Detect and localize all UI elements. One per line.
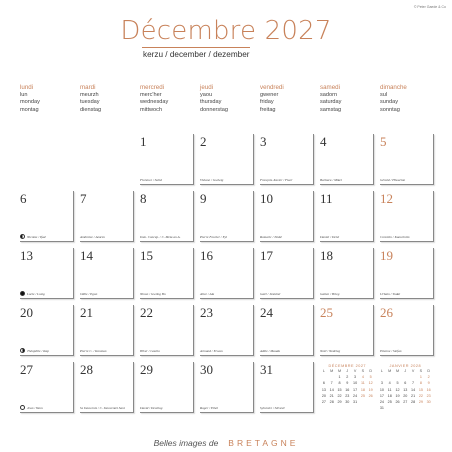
mini-calendar-day: 9 [427,381,430,386]
saint-name [320,178,342,182]
weekday-header [80,84,138,114]
saint-text: Ss Innocents / C. Innocentet Sant [80,406,125,410]
mini-calendar-day: 23 [345,393,350,398]
saint-text: Barbara / Mikel [320,178,342,182]
saint-text: Imm. Concep. / C. Meta an A. [140,235,181,239]
mini-calendar-day: 24 [353,393,358,398]
day-cell [200,191,254,242]
weekday-header [260,84,318,114]
mini-calendar-day [425,405,433,411]
weekday-header [380,84,438,114]
weekday-label-l1: sul [380,91,388,98]
mini-calendar-day: 6 [404,381,407,386]
saint-text: Ambroise / Azuren [80,235,105,239]
day-number: 18 [320,248,333,263]
saint-text: Noël / Nedeleg [320,349,341,353]
mini-calendar-day: 9 [346,381,349,386]
day-cell [140,191,194,242]
mini-calendar-weekday: J [404,369,407,373]
weekday-header [140,84,198,114]
mini-calendar-day: 22 [337,393,342,398]
saint-text: Jean / Yann [27,406,43,410]
saint-name [20,291,45,296]
saint-name [200,406,218,410]
weekday-label-l0: samedi [320,84,340,91]
day-number: 7 [80,191,87,206]
day-cell [80,191,134,242]
saint-name [260,349,280,353]
mini-calendar-day: 2 [427,375,430,380]
day-number: 29 [140,362,153,377]
weekday-label-l0: jeudi [200,84,214,91]
day-number: 26 [380,305,393,320]
saint-name [380,235,409,239]
day-cell [380,191,434,242]
mini-calendar-day: 4 [388,381,391,386]
saint-name [380,178,405,182]
weekday-label-l3: mittwoch [140,106,163,113]
saint-name [260,178,293,182]
saint-name [320,292,339,296]
saint-name [140,178,162,182]
saint-text: Florence / Sulid [140,178,162,182]
mini-calendar-day [367,399,375,405]
saint-name [20,348,49,353]
page-title: Décembre 2027 [120,16,332,46]
day-cell [80,362,134,413]
weekday-label-l0: mercredi [140,84,165,91]
weekday-label-l1: sadorn [320,91,338,98]
saint-text: Pierre C. / Konstan [80,349,107,353]
mini-calendar-day [394,405,402,411]
mini-calendar-day: 14 [411,387,416,392]
saint-name [260,292,280,296]
mini-calendar-weekday: D [427,369,431,373]
saint-text: Odile / Egon [80,292,98,296]
saint-name [200,349,223,353]
mini-calendar-day: 11 [387,387,392,392]
saint-text: David / Dewilog [140,406,163,410]
mini-calendar-day: 21 [329,393,334,398]
weekday-label-l2: thursday [200,99,222,106]
saint-name [200,292,214,296]
day-number: 24 [260,305,273,320]
saint-name [380,292,400,296]
mini-calendar-weekday: M [337,369,342,373]
saint-name [140,406,162,410]
saint-text: Viviane / Gwiwig [200,178,224,182]
day-number: 12 [380,191,393,206]
day-number: 27 [20,362,33,377]
weekday-label-l3: sonntag [380,106,400,113]
weekday-label-l1: yaou [200,91,213,98]
mini-calendar-day: 17 [379,393,384,398]
saint-name [140,235,180,239]
day-cell [20,191,74,242]
mini-calendar-day [401,405,409,411]
mini-calendar-day: 30 [345,400,350,405]
saint-name [200,235,227,239]
mini-calendar-day: 23 [426,393,431,398]
mini-calendar-week [378,405,433,411]
mini-calendar-day: 27 [403,400,408,405]
mini-calendar-day: 5 [369,375,372,380]
mini-calendar-day: 3 [354,375,357,380]
weekday-label-l2: friday [260,99,274,106]
mini-calendar [378,364,433,411]
day-cell [200,305,254,356]
weekday-label-l1: merc'her [140,91,162,98]
day-cell [380,305,434,356]
saint-name [380,349,401,353]
mini-calendar [320,364,375,405]
mini-calendar-day: 12 [395,387,400,392]
saint-text: Gérald / Hiwarion [380,178,406,182]
day-number: 5 [380,134,387,149]
mini-calendar-day [359,399,367,405]
mini-calendar-day: 7 [330,381,333,386]
weekday-label-l3: montag [20,106,39,113]
weekday-header [320,84,378,114]
day-number: 22 [140,305,153,320]
saint-text: Hiver / Goulio [140,349,160,353]
saint-name [20,234,45,239]
mini-calendar-day [409,405,417,411]
mini-calendar-day: 8 [338,381,341,386]
day-number: 6 [20,191,27,206]
saint-name [80,349,106,353]
day-cell [260,305,314,356]
saint-name [80,292,97,296]
mini-calendar-day: 29 [337,400,342,405]
day-number: 25 [320,305,333,320]
day-number: 19 [380,248,393,263]
saint-text: Armand / Erwan [200,349,223,353]
mini-calendar-day: 18 [360,387,365,392]
mini-calendar-day: 20 [403,393,408,398]
saint-name [80,406,125,410]
day-number: 10 [260,191,273,206]
saint-name [200,178,223,182]
mini-calendar-day: 26 [395,400,400,405]
day-cell [140,362,194,413]
day-cell [380,248,434,299]
weekday-label-l3: freitag [260,106,276,113]
saint-text: Roger / Ethel [200,406,219,410]
saint-text: Alice / Ala [200,292,215,296]
mini-calendar-day [417,405,425,411]
mini-calendar-day: 20 [321,393,326,398]
footer [0,433,452,451]
mini-calendar-weekday: L [380,369,383,373]
day-number: 21 [80,305,93,320]
mini-calendar-title: DÉCEMBRE 2027 [328,364,367,368]
saint-text: Ninon / Gwilog Bn [140,292,166,296]
weekday-label-l1: gwener [260,91,279,98]
saint-name [320,349,340,353]
mini-calendar-day: 15 [337,387,342,392]
day-cell [260,191,314,242]
day-number: 30 [200,362,213,377]
day-cell [320,248,374,299]
mini-calendar-day: 17 [353,387,358,392]
mini-calendar-weekday: S [361,369,365,373]
saint-text: Gaël / Jestubel [260,292,281,296]
saint-text: Théophile / Kap [27,349,49,353]
moon-phase-full-icon [20,405,25,410]
mini-calendar-day: 26 [368,393,373,398]
mini-calendar-day: 25 [387,400,392,405]
weekday-label-l0: vendredi [260,84,284,91]
day-number: 4 [320,134,327,149]
day-cell [140,248,194,299]
day-cell [20,248,74,299]
mini-calendar-day: 31 [353,400,358,405]
saint-text: Pierre Fourier / Eyl [200,235,228,239]
mini-calendar-day: 8 [419,381,422,386]
mini-calendar-weekday: J [346,369,349,373]
mini-calendar-day: 2 [346,375,349,380]
mini-calendar-weekday: D [369,369,373,373]
saint-text: Lucie / Lusig [27,292,45,296]
mini-calendar-day: 11 [360,381,365,386]
mini-calendar-day: 22 [418,393,423,398]
moon-phase-new-icon [20,291,25,296]
moon-phase-first-icon [20,348,25,353]
footer-brand: BRETAGNE [228,438,299,448]
saint-text: Gatien / Brieg [320,292,340,296]
weekday-label-l1: meurzh [80,91,99,98]
saint-text: Urbain / Tudal [380,292,401,296]
footer-tagline: Belles images de [153,438,219,448]
weekday-label-l2: monday [20,99,40,106]
saint-text: Nicolas / Ifad [27,235,46,239]
day-number: 1 [140,134,147,149]
day-cell [320,305,374,356]
mini-calendar-day: 16 [426,387,431,392]
mini-calendar-day: 18 [387,393,392,398]
mini-calendar-day: 25 [360,393,365,398]
mini-calendar-day: 10 [353,381,358,386]
saint-name [20,405,43,410]
mini-calendar-day: 24 [379,400,384,405]
mini-calendar-day: 31 [379,406,384,411]
saint-name [260,235,281,239]
day-cell [200,248,254,299]
mini-calendar-day: 27 [321,400,326,405]
mini-calendar-day: 30 [426,400,431,405]
day-cell [80,248,134,299]
day-cell [260,134,314,185]
mini-calendar-weekday: M [388,369,392,373]
mini-calendar-weekday: S [419,369,423,373]
day-number: 8 [140,191,147,206]
copyright: © Peter Gaede & Co [413,5,446,9]
saint-text: Etienne / Stefan [380,349,402,353]
saint-name [140,349,160,353]
mini-calendar-day: 5 [396,381,399,386]
title-rule [142,47,250,48]
day-cell [260,362,314,413]
mini-calendar-day: 21 [411,393,416,398]
mini-calendar-weekday: M [330,369,334,373]
mini-calendar-day: 1 [419,375,422,380]
weekday-label-l3: donnerstag [200,106,228,113]
saint-name [80,235,105,239]
mini-calendar-day: 15 [418,387,423,392]
day-number: 31 [260,362,273,377]
mini-calendar-day: 14 [329,387,334,392]
weekday-label-l0: dimanche [380,84,407,91]
mini-calendar-day: 29 [418,400,423,405]
saint-text: Romaric / Nedd [260,235,282,239]
day-number: 20 [20,305,33,320]
mini-calendar-weekday: V [353,369,357,373]
saint-name [260,406,285,410]
day-cell [20,362,74,413]
page-subtitle: kerzu / december / dezember [143,50,250,59]
day-cell [140,134,194,185]
weekday-label-l3: dienstag [80,106,102,113]
day-number: 14 [80,248,93,263]
mini-calendar-title: JANVIER 2028 [389,364,422,368]
day-number: 9 [200,191,207,206]
mini-calendar-day: 19 [395,393,400,398]
day-number: 23 [200,305,213,320]
day-number: 17 [260,248,273,263]
mini-calendar-day: 7 [412,381,415,386]
mini-calendar-weekday: V [411,369,415,373]
day-number: 13 [20,248,33,263]
day-cell [380,134,434,185]
mini-calendar-weekday: M [395,369,400,373]
saint-name [320,235,339,239]
mini-calendar-day: 10 [379,387,384,392]
mini-calendar-weekday: L [322,369,325,373]
day-cell [320,134,374,185]
day-number: 2 [200,134,207,149]
mini-calendar-day: 28 [329,400,334,405]
day-cell [200,362,254,413]
mini-calendar-day: 13 [403,387,408,392]
day-cell [260,248,314,299]
mini-calendar-day: 16 [345,387,350,392]
mini-calendar-day: 12 [368,381,373,386]
day-number: 3 [260,134,267,149]
moon-phase-last-icon [20,234,25,239]
day-number: 15 [140,248,153,263]
weekday-header [20,84,78,114]
day-number: 16 [200,248,213,263]
mini-calendar-day: 3 [380,381,383,386]
mini-calendar-day: 6 [322,381,325,386]
day-cell [20,305,74,356]
saint-text: Corentin / Kaourintin [380,235,410,239]
saint-name [140,292,166,296]
weekday-header [200,84,258,114]
saint-text: Daniel / Deivi [320,235,340,239]
mini-calendar-day [386,405,394,411]
mini-calendar-day: 13 [321,387,326,392]
mini-calendar-day: 1 [338,375,341,380]
weekday-label-l2: saturday [320,99,342,106]
weekday-label-l1: lun [20,91,28,98]
day-cell [200,134,254,185]
saint-text: François-Xavier / Fiacr [260,178,293,182]
mini-calendar-day: 19 [368,387,373,392]
weekday-label-l0: lundi [20,84,34,91]
weekday-label-l0: mardi [80,84,96,91]
weekday-label-l2: wednesday [140,99,169,106]
mini-calendar-day: 4 [361,375,364,380]
weekday-label-l3: samstag [320,106,342,113]
day-number: 11 [320,191,333,206]
saint-text: Sylvestre / Silvestr [260,406,285,410]
mini-calendar-week [320,399,375,405]
day-cell [80,305,134,356]
weekday-label-l2: tuesday [80,99,100,106]
saint-text: Adèle / Mauda [260,349,280,353]
weekday-label-l2: sunday [380,99,399,106]
day-cell [320,191,374,242]
mini-calendar-day: 28 [411,400,416,405]
day-cell [140,305,194,356]
day-number: 28 [80,362,93,377]
